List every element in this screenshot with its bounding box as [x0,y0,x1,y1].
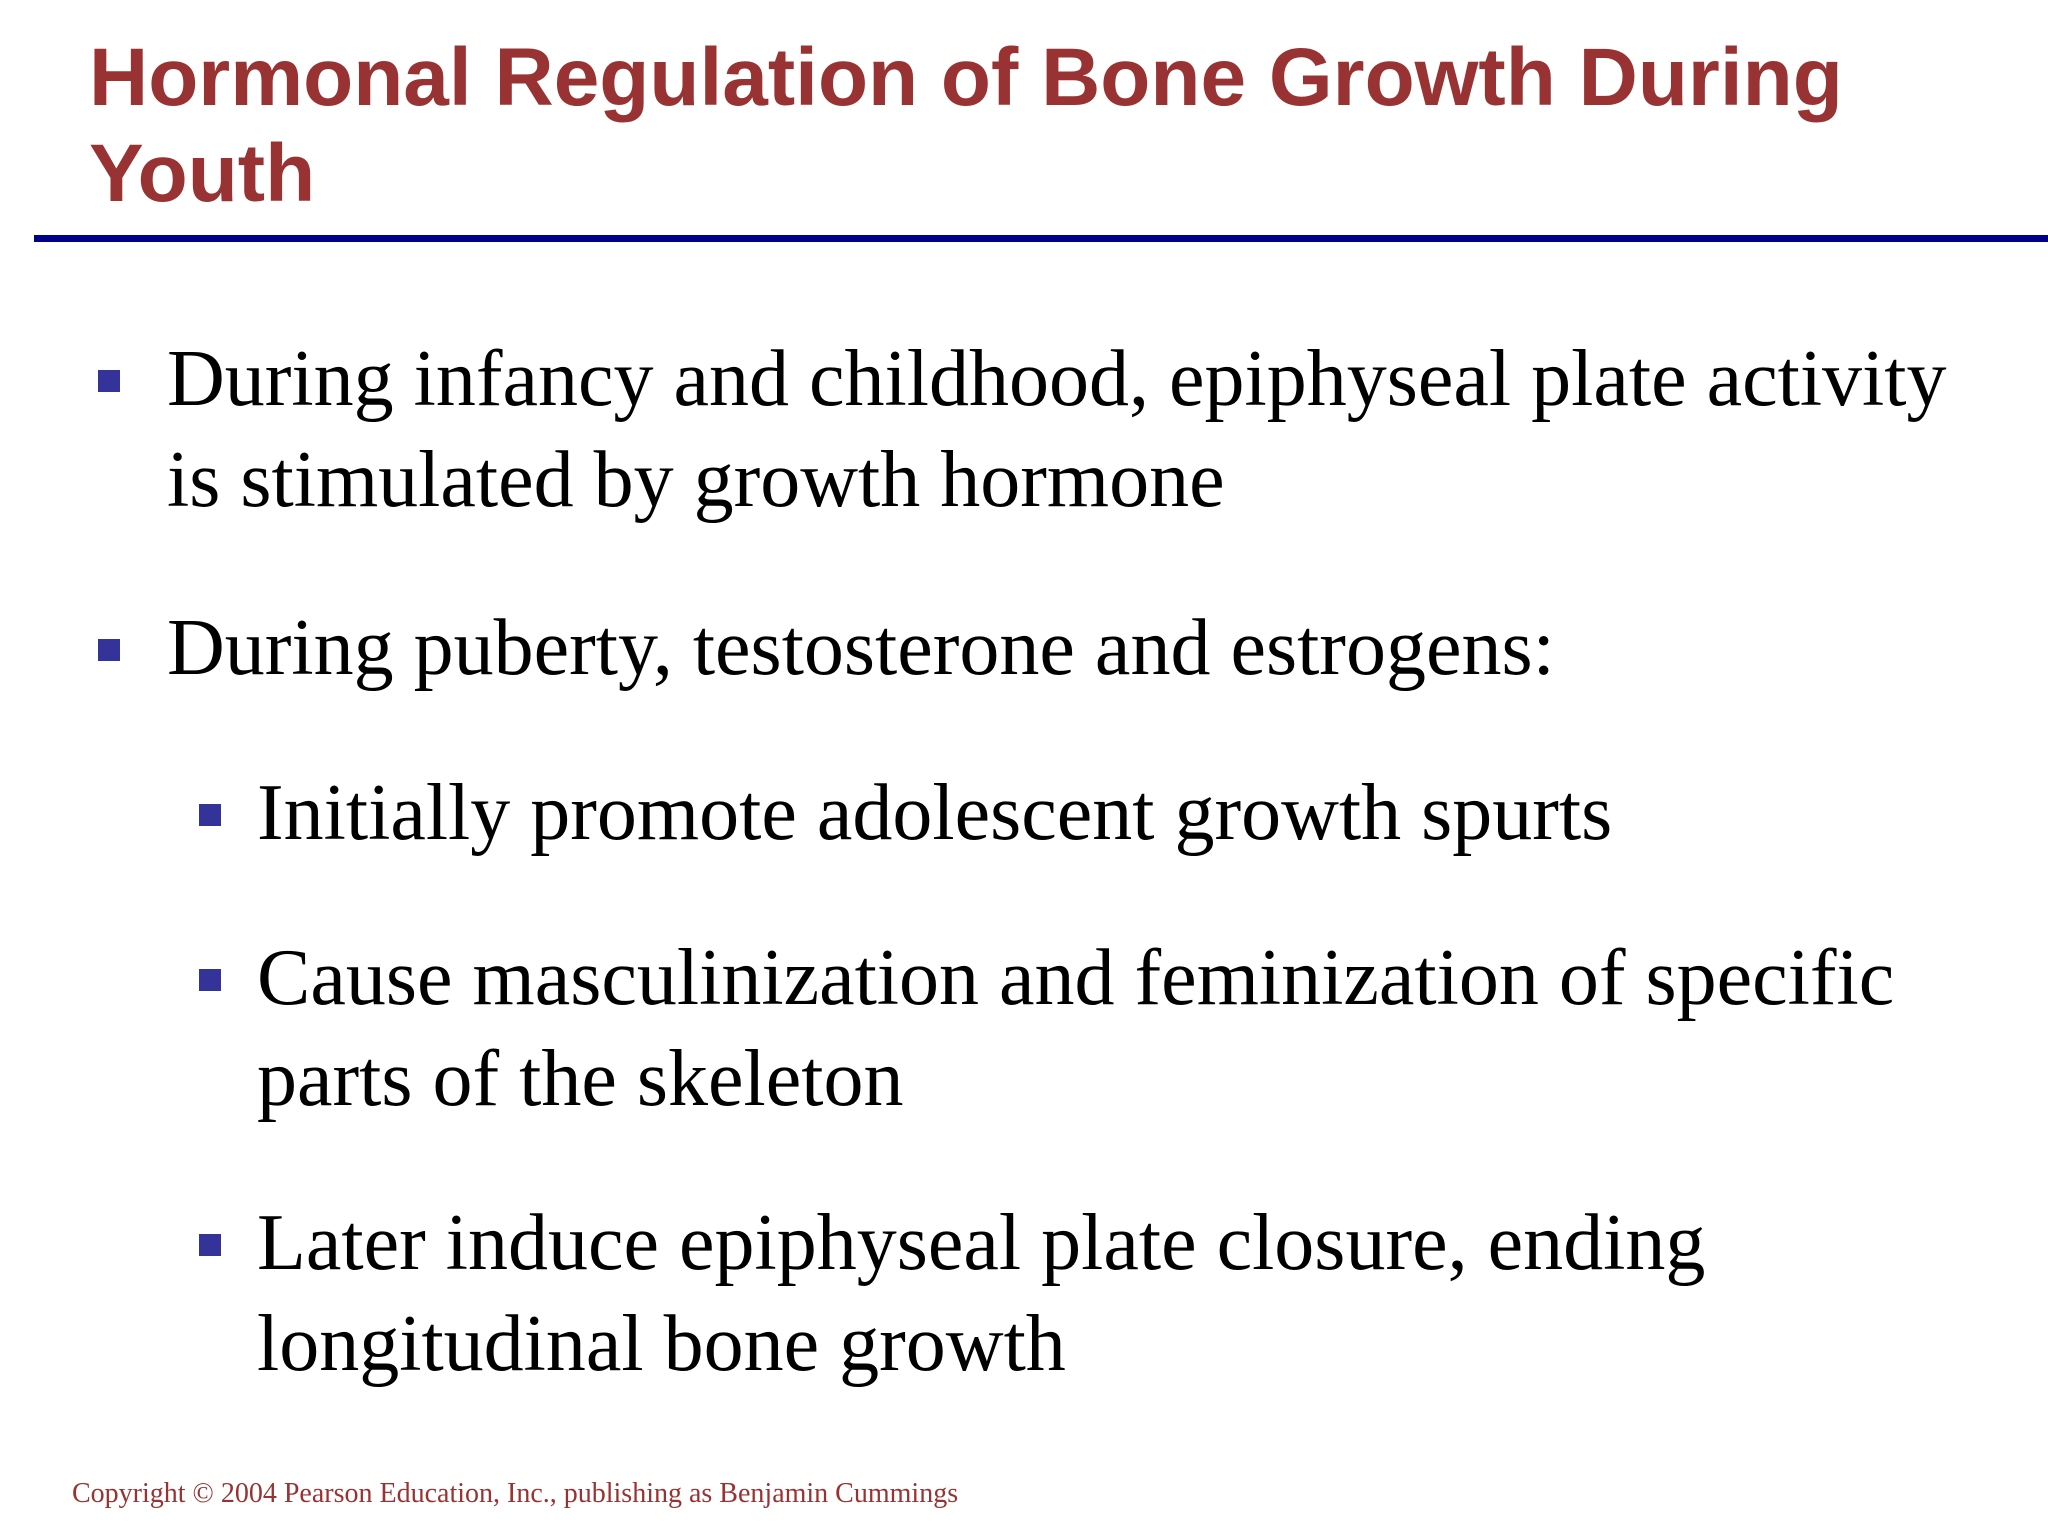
sub-bullet-item [257,1193,2017,1395]
copyright-footer: Copyright © 2004 Pearson Education, Inc., publishing as Benjamin Cummings [72,1478,959,1509]
sub-bullet-item [257,763,2017,864]
sub-bullet-text: Later induce epiphyseal plate closure, ending longitudinal bone growth [257,1199,1706,1388]
bullet-item [167,598,2007,699]
title-divider [34,235,2048,242]
bullet-item [167,329,2007,531]
sub-bullet-text: Initially promote adolescent growth spurts [257,769,1613,857]
sub-bullet-item [257,928,2017,1130]
square-bullet-icon [199,804,221,826]
square-bullet-icon [98,639,120,661]
bullet-text: During puberty, testosterone and estrogens: [167,604,1555,692]
bullet-text: During infancy and childhood, epiphyseal plate activity is stimulated by growth hormone [167,335,1947,524]
sub-bullet-text: Cause masculinization and feminization of specific parts of the skeleton [257,934,1895,1123]
slide-title: Hormonal Regulation of Bone Growth During Youth [89,32,1843,219]
square-bullet-icon [98,370,120,392]
square-bullet-icon [199,1234,221,1256]
square-bullet-icon [199,969,221,991]
